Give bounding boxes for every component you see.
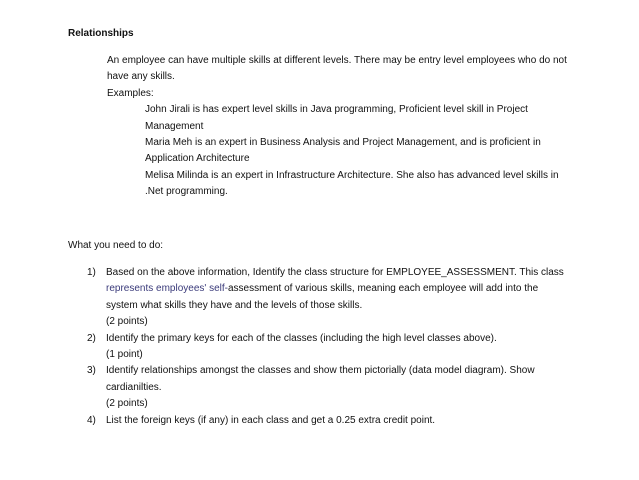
todo-title: What you need to do:	[68, 240, 164, 251]
example-item: John Jirali is has expert level skills in Java programming, Proficient level skill in Project Management	[145, 104, 528, 132]
example-item: Maria Meh is an expert in Business Analysis and Project Management, and is proficient in Application Architecture	[145, 137, 541, 165]
task-item	[68, 265, 568, 331]
intro-block	[107, 53, 577, 201]
task-points: (2 points)	[106, 398, 148, 410]
task-number: 4)	[87, 414, 96, 426]
task-text: Identify the primary keys for each of the classes (including the high level classes above).	[106, 332, 497, 344]
examples-list	[107, 102, 575, 200]
example-item: Melisa Milinda is an expert in Infrastructure Architecture. She also has advanced level skills in .Net programming.	[145, 169, 559, 198]
task-item	[68, 363, 568, 412]
task-text-accent: represents employees' self-	[106, 283, 228, 295]
section-heading: Relationships	[68, 28, 134, 39]
task-number: 2)	[87, 332, 96, 344]
task-item	[68, 413, 568, 429]
task-number: 3)	[87, 365, 96, 377]
intro-paragraph: An employee can have multiple skills at different levels. There may be entry level employees who do not have any skills.	[107, 55, 567, 83]
task-text: List the foreign keys (if any) in each class and get a 0.25 extra credit point.	[106, 414, 436, 426]
task-text-part: Based on the above information, Identify the class structure for EMPLOYEE_ASSESSMENT. This class	[106, 267, 564, 278]
task-number: 1)	[87, 267, 96, 278]
task-points: (1 point)	[106, 349, 143, 361]
task-item	[68, 331, 568, 364]
task-list	[68, 265, 568, 429]
task-text	[106, 265, 568, 314]
examples-label: Examples:	[107, 87, 154, 99]
task-text-part: assessment of various skills, meaning each employee will add into the system what skills they have and the levels of those skills.	[106, 283, 539, 311]
task-points: (2 points)	[106, 316, 148, 328]
task-text: Identify relationships amongst the classes and show them pictorially (data model diagram). Show cardianilties.	[106, 365, 535, 393]
